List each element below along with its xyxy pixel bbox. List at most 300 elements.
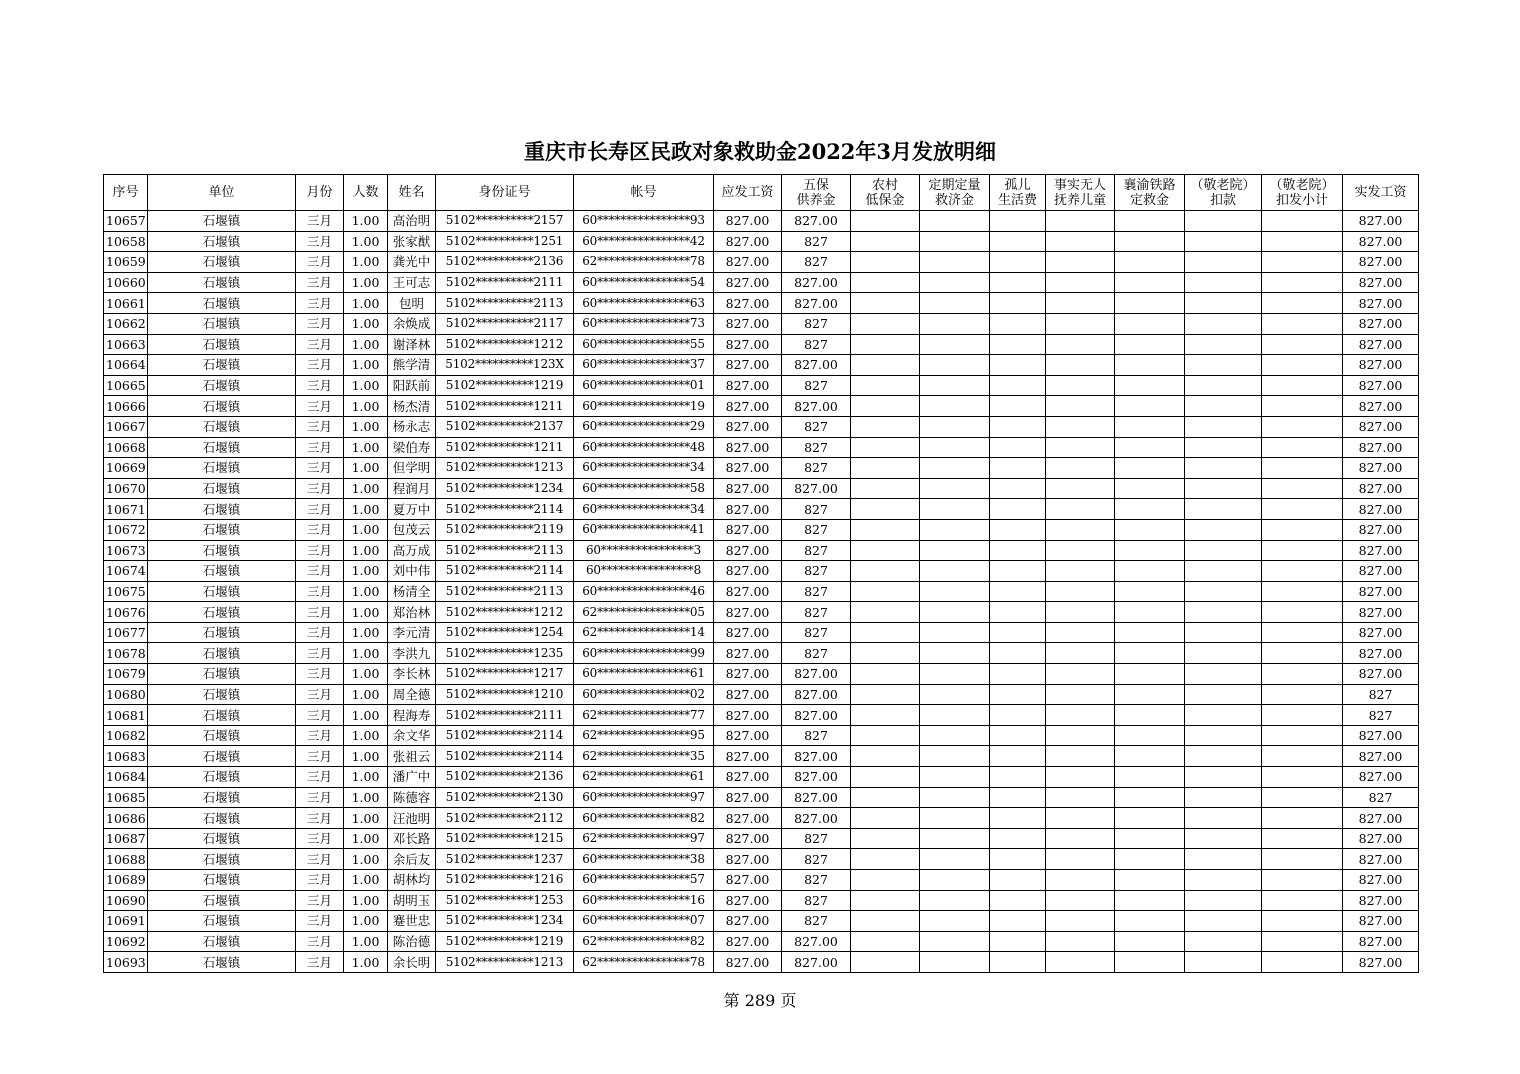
- table-cell: 1.00: [344, 931, 388, 952]
- column-header: 身份证号: [436, 175, 574, 211]
- table-cell: 1.00: [344, 437, 388, 458]
- table-cell: 王可志: [388, 272, 436, 293]
- column-header: 襄渝铁路 定救金: [1115, 175, 1185, 211]
- table-cell: [1185, 231, 1262, 252]
- table-cell: [990, 375, 1046, 396]
- table-cell: [990, 684, 1046, 705]
- table-cell: 10691: [104, 911, 148, 932]
- table-cell: 827.00: [714, 313, 782, 334]
- table-header-row: [104, 175, 1419, 211]
- table-cell: 827: [782, 252, 851, 273]
- table-cell: 1.00: [344, 334, 388, 355]
- table-cell: [920, 684, 990, 705]
- table-cell: 827.00: [1343, 602, 1419, 623]
- table-cell: 5102**********2137: [436, 416, 574, 437]
- table-cell: [1262, 849, 1343, 870]
- table-cell: [1262, 890, 1343, 911]
- table-cell: 三月: [296, 705, 344, 726]
- table-cell: 827.00: [714, 890, 782, 911]
- column-header: 单位: [148, 175, 296, 211]
- table-cell: 60****************99: [574, 643, 714, 664]
- table-cell: [1262, 870, 1343, 891]
- table-cell: 1.00: [344, 911, 388, 932]
- table-cell: [851, 231, 920, 252]
- table-cell: 827.00: [782, 478, 851, 499]
- table-row: [104, 931, 1419, 952]
- table-cell: 三月: [296, 622, 344, 643]
- table-cell: 10685: [104, 787, 148, 808]
- table-cell: [1046, 272, 1115, 293]
- table-cell: 827.00: [1343, 746, 1419, 767]
- table-cell: [1185, 684, 1262, 705]
- table-cell: 827: [782, 725, 851, 746]
- table-cell: [920, 787, 990, 808]
- table-cell: [1115, 231, 1185, 252]
- table-cell: [1046, 725, 1115, 746]
- table-cell: [851, 499, 920, 520]
- table-cell: [920, 231, 990, 252]
- table-cell: 827.00: [1343, 313, 1419, 334]
- table-cell: 石堰镇: [148, 211, 296, 232]
- table-cell: 827.00: [782, 808, 851, 829]
- table-cell: 石堰镇: [148, 355, 296, 376]
- table-cell: [920, 643, 990, 664]
- table-cell: [851, 375, 920, 396]
- table-cell: [1115, 313, 1185, 334]
- table-cell: [1185, 540, 1262, 561]
- table-cell: 胡明玉: [388, 890, 436, 911]
- table-cell: 石堰镇: [148, 746, 296, 767]
- table-cell: 1.00: [344, 313, 388, 334]
- table-cell: 刘中伟: [388, 561, 436, 582]
- table-cell: [851, 602, 920, 623]
- table-cell: 1.00: [344, 231, 388, 252]
- column-header: 月份: [296, 175, 344, 211]
- table-cell: [1185, 561, 1262, 582]
- table-cell: 三月: [296, 581, 344, 602]
- table-cell: [1185, 355, 1262, 376]
- table-cell: [1185, 746, 1262, 767]
- table-cell: 10669: [104, 458, 148, 479]
- table-row: [104, 787, 1419, 808]
- column-header: 人数: [344, 175, 388, 211]
- table-cell: 10686: [104, 808, 148, 829]
- table-cell: [1262, 458, 1343, 479]
- table-cell: 827.00: [714, 705, 782, 726]
- table-cell: 827.00: [782, 684, 851, 705]
- table-row: [104, 313, 1419, 334]
- table-cell: [1262, 828, 1343, 849]
- table-cell: 石堰镇: [148, 890, 296, 911]
- table-cell: 石堰镇: [148, 499, 296, 520]
- table-cell: [851, 808, 920, 829]
- table-row: [104, 622, 1419, 643]
- table-row: [104, 272, 1419, 293]
- table-cell: 张祖云: [388, 746, 436, 767]
- table-cell: 827.00: [714, 375, 782, 396]
- table-cell: 10672: [104, 519, 148, 540]
- table-cell: 5102**********2136: [436, 767, 574, 788]
- table-cell: [1046, 355, 1115, 376]
- table-cell: 827: [782, 499, 851, 520]
- table-cell: 1.00: [344, 746, 388, 767]
- table-cell: [1115, 746, 1185, 767]
- table-cell: [1046, 437, 1115, 458]
- table-cell: 杨杰清: [388, 396, 436, 417]
- table-cell: [1185, 952, 1262, 973]
- table-cell: [920, 828, 990, 849]
- table-cell: 10684: [104, 767, 148, 788]
- table-cell: [1046, 252, 1115, 273]
- table-cell: 62****************82: [574, 931, 714, 952]
- table-cell: [1046, 396, 1115, 417]
- table-row: [104, 375, 1419, 396]
- table-cell: [1115, 540, 1185, 561]
- table-cell: 5102**********1210: [436, 684, 574, 705]
- table-cell: 5102**********1212: [436, 334, 574, 355]
- table-cell: 三月: [296, 499, 344, 520]
- table-cell: [1185, 581, 1262, 602]
- table-cell: [851, 458, 920, 479]
- table-cell: 10676: [104, 602, 148, 623]
- table-cell: [1115, 808, 1185, 829]
- table-cell: [1262, 396, 1343, 417]
- table-cell: 1.00: [344, 890, 388, 911]
- table-cell: 10683: [104, 746, 148, 767]
- table-cell: 包茂云: [388, 519, 436, 540]
- table-cell: 三月: [296, 375, 344, 396]
- table-cell: 三月: [296, 746, 344, 767]
- table-row: [104, 746, 1419, 767]
- table-cell: 827.00: [1343, 808, 1419, 829]
- table-row: [104, 808, 1419, 829]
- table-cell: [990, 499, 1046, 520]
- table-cell: [1262, 313, 1343, 334]
- table-cell: [1185, 787, 1262, 808]
- table-cell: 三月: [296, 849, 344, 870]
- table-cell: 827.00: [714, 519, 782, 540]
- table-cell: 827.00: [714, 767, 782, 788]
- table-cell: [920, 355, 990, 376]
- table-cell: [1115, 911, 1185, 932]
- table-cell: 60****************82: [574, 808, 714, 829]
- table-cell: [920, 746, 990, 767]
- table-cell: [920, 561, 990, 582]
- table-cell: 三月: [296, 684, 344, 705]
- table-cell: [990, 231, 1046, 252]
- table-cell: 827.00: [1343, 540, 1419, 561]
- table-cell: [851, 211, 920, 232]
- table-cell: 827: [782, 231, 851, 252]
- table-cell: 827.00: [714, 396, 782, 417]
- table-cell: [990, 581, 1046, 602]
- table-cell: [920, 293, 990, 314]
- table-cell: [920, 911, 990, 932]
- table-cell: [851, 828, 920, 849]
- table-cell: 1.00: [344, 252, 388, 273]
- table-cell: 1.00: [344, 540, 388, 561]
- table-cell: 827.00: [714, 252, 782, 273]
- table-cell: 827.00: [1343, 952, 1419, 973]
- table-cell: 827: [782, 870, 851, 891]
- table-cell: 827.00: [714, 664, 782, 685]
- table-cell: [1262, 416, 1343, 437]
- table-cell: 827.00: [1343, 890, 1419, 911]
- table-cell: 60****************19: [574, 396, 714, 417]
- table-cell: 60****************34: [574, 458, 714, 479]
- table-cell: 10678: [104, 643, 148, 664]
- table-cell: 1.00: [344, 767, 388, 788]
- table-cell: 827.00: [1343, 437, 1419, 458]
- table-cell: 5102**********2114: [436, 746, 574, 767]
- table-cell: [990, 355, 1046, 376]
- table-cell: 10688: [104, 849, 148, 870]
- table-cell: 827.00: [714, 355, 782, 376]
- table-cell: [1115, 643, 1185, 664]
- table-cell: 60****************97: [574, 787, 714, 808]
- table-cell: [920, 519, 990, 540]
- table-cell: [990, 602, 1046, 623]
- table-cell: [1046, 211, 1115, 232]
- table-cell: 谢泽林: [388, 334, 436, 355]
- table-cell: 827.00: [1343, 231, 1419, 252]
- table-row: [104, 870, 1419, 891]
- table-row: [104, 643, 1419, 664]
- table-cell: 60****************29: [574, 416, 714, 437]
- table-row: [104, 334, 1419, 355]
- table-cell: [920, 334, 990, 355]
- table-cell: 三月: [296, 458, 344, 479]
- table-cell: 1.00: [344, 602, 388, 623]
- table-cell: [1262, 581, 1343, 602]
- table-cell: 三月: [296, 664, 344, 685]
- table-cell: 1.00: [344, 355, 388, 376]
- table-cell: [1185, 499, 1262, 520]
- table-cell: 三月: [296, 787, 344, 808]
- table-cell: [1185, 602, 1262, 623]
- table-cell: [1046, 890, 1115, 911]
- table-cell: [990, 313, 1046, 334]
- table-cell: 三月: [296, 931, 344, 952]
- table-cell: [851, 540, 920, 561]
- table-cell: 胡林均: [388, 870, 436, 891]
- table-cell: 1.00: [344, 870, 388, 891]
- table-cell: 10663: [104, 334, 148, 355]
- table-cell: [1185, 808, 1262, 829]
- table-cell: 5102**********1219: [436, 931, 574, 952]
- table-cell: [990, 787, 1046, 808]
- table-cell: 827.00: [714, 478, 782, 499]
- table-cell: [990, 664, 1046, 685]
- table-cell: 827.00: [1343, 334, 1419, 355]
- table-cell: 5102**********2113: [436, 293, 574, 314]
- table-cell: 5102**********2130: [436, 787, 574, 808]
- table-cell: 827: [782, 334, 851, 355]
- column-header: 农村 低保金: [851, 175, 920, 211]
- column-header: 实发工资: [1343, 175, 1419, 211]
- table-cell: 三月: [296, 540, 344, 561]
- table-row: [104, 602, 1419, 623]
- table-row: [104, 437, 1419, 458]
- table-cell: [1185, 334, 1262, 355]
- table-cell: 石堰镇: [148, 396, 296, 417]
- table-cell: [851, 622, 920, 643]
- table-cell: 石堰镇: [148, 602, 296, 623]
- table-cell: [1262, 293, 1343, 314]
- table-cell: 1.00: [344, 458, 388, 479]
- table-cell: [920, 664, 990, 685]
- table-cell: 827.00: [714, 231, 782, 252]
- table-cell: [990, 272, 1046, 293]
- table-cell: [920, 396, 990, 417]
- table-cell: [1185, 416, 1262, 437]
- table-cell: 石堰镇: [148, 458, 296, 479]
- table-cell: 827.00: [714, 581, 782, 602]
- table-cell: [1046, 602, 1115, 623]
- table-cell: [1262, 787, 1343, 808]
- table-cell: 石堰镇: [148, 293, 296, 314]
- table-cell: 10657: [104, 211, 148, 232]
- table-cell: [851, 581, 920, 602]
- table-cell: [1262, 767, 1343, 788]
- table-cell: [851, 952, 920, 973]
- table-cell: [851, 931, 920, 952]
- table-cell: [990, 437, 1046, 458]
- table-cell: [990, 540, 1046, 561]
- table-cell: [1046, 705, 1115, 726]
- table-cell: 827.00: [1343, 828, 1419, 849]
- table-cell: [1115, 355, 1185, 376]
- table-row: [104, 396, 1419, 417]
- table-cell: [1046, 664, 1115, 685]
- table-cell: [1185, 664, 1262, 685]
- table-row: [104, 355, 1419, 376]
- table-cell: 827.00: [782, 211, 851, 232]
- table-cell: [1185, 870, 1262, 891]
- table-cell: [851, 890, 920, 911]
- table-cell: 5102**********2112: [436, 808, 574, 829]
- table-cell: 62****************95: [574, 725, 714, 746]
- table-cell: 62****************97: [574, 828, 714, 849]
- table-cell: 827: [782, 622, 851, 643]
- table-cell: 5102**********1213: [436, 952, 574, 973]
- table-cell: 三月: [296, 890, 344, 911]
- table-cell: [1262, 499, 1343, 520]
- table-cell: 827.00: [782, 705, 851, 726]
- column-header: 事实无人 抚养儿童: [1046, 175, 1115, 211]
- table-cell: 石堰镇: [148, 540, 296, 561]
- table-cell: 827.00: [714, 602, 782, 623]
- table-cell: 5102**********2114: [436, 561, 574, 582]
- table-cell: 60****************73: [574, 313, 714, 334]
- table-cell: [851, 870, 920, 891]
- table-cell: [1046, 581, 1115, 602]
- table-row: [104, 664, 1419, 685]
- table-cell: 827: [782, 581, 851, 602]
- table-cell: 5102**********1211: [436, 437, 574, 458]
- table-cell: [1046, 870, 1115, 891]
- table-cell: 827: [782, 458, 851, 479]
- table-cell: 62****************05: [574, 602, 714, 623]
- table-cell: [990, 931, 1046, 952]
- table-cell: [1046, 231, 1115, 252]
- table-cell: [1115, 519, 1185, 540]
- table-cell: 石堰镇: [148, 622, 296, 643]
- table-cell: 程润月: [388, 478, 436, 499]
- table-cell: [1046, 643, 1115, 664]
- table-cell: [920, 458, 990, 479]
- table-body: [104, 211, 1419, 973]
- table-cell: 但学明: [388, 458, 436, 479]
- table-cell: 827: [1343, 684, 1419, 705]
- table-cell: 1.00: [344, 828, 388, 849]
- table-cell: [1185, 931, 1262, 952]
- table-cell: 1.00: [344, 952, 388, 973]
- table-row: [104, 828, 1419, 849]
- table-cell: [1115, 602, 1185, 623]
- table-cell: 石堰镇: [148, 705, 296, 726]
- table-cell: [990, 458, 1046, 479]
- table-cell: 60****************48: [574, 437, 714, 458]
- table-cell: 5102**********1217: [436, 664, 574, 685]
- table-cell: [920, 375, 990, 396]
- table-cell: 邓长路: [388, 828, 436, 849]
- table-cell: [1046, 767, 1115, 788]
- table-cell: [920, 478, 990, 499]
- table-cell: [851, 437, 920, 458]
- table-cell: 三月: [296, 334, 344, 355]
- table-cell: 827.00: [714, 334, 782, 355]
- table-cell: [1262, 911, 1343, 932]
- table-row: [104, 519, 1419, 540]
- table-cell: 5102**********2157: [436, 211, 574, 232]
- table-cell: 60****************54: [574, 272, 714, 293]
- table-cell: 三月: [296, 561, 344, 582]
- table-cell: 10690: [104, 890, 148, 911]
- table-cell: [1115, 396, 1185, 417]
- table-cell: [1115, 622, 1185, 643]
- table-cell: 827: [782, 437, 851, 458]
- table-cell: [1046, 334, 1115, 355]
- table-cell: 827.00: [782, 931, 851, 952]
- table-cell: [1262, 375, 1343, 396]
- table-cell: 三月: [296, 911, 344, 932]
- table-cell: [1046, 540, 1115, 561]
- table-cell: 龚光中: [388, 252, 436, 273]
- table-cell: 5102**********1253: [436, 890, 574, 911]
- table-cell: 827.00: [1343, 870, 1419, 891]
- table-cell: 827.00: [782, 787, 851, 808]
- table-cell: 10662: [104, 313, 148, 334]
- table-cell: 5102**********2117: [436, 313, 574, 334]
- table-cell: [1115, 952, 1185, 973]
- table-cell: 石堰镇: [148, 808, 296, 829]
- table-cell: [920, 437, 990, 458]
- column-header: 孤儿 生活费: [990, 175, 1046, 211]
- table-cell: [1262, 684, 1343, 705]
- table-cell: 827.00: [782, 952, 851, 973]
- table-cell: 石堰镇: [148, 684, 296, 705]
- table-cell: 62****************77: [574, 705, 714, 726]
- table-cell: [990, 334, 1046, 355]
- table-cell: 三月: [296, 437, 344, 458]
- table-cell: [851, 293, 920, 314]
- table-cell: 1.00: [344, 375, 388, 396]
- table-cell: 1.00: [344, 293, 388, 314]
- table-cell: 1.00: [344, 519, 388, 540]
- table-cell: 5102**********1213: [436, 458, 574, 479]
- table-cell: 827: [782, 540, 851, 561]
